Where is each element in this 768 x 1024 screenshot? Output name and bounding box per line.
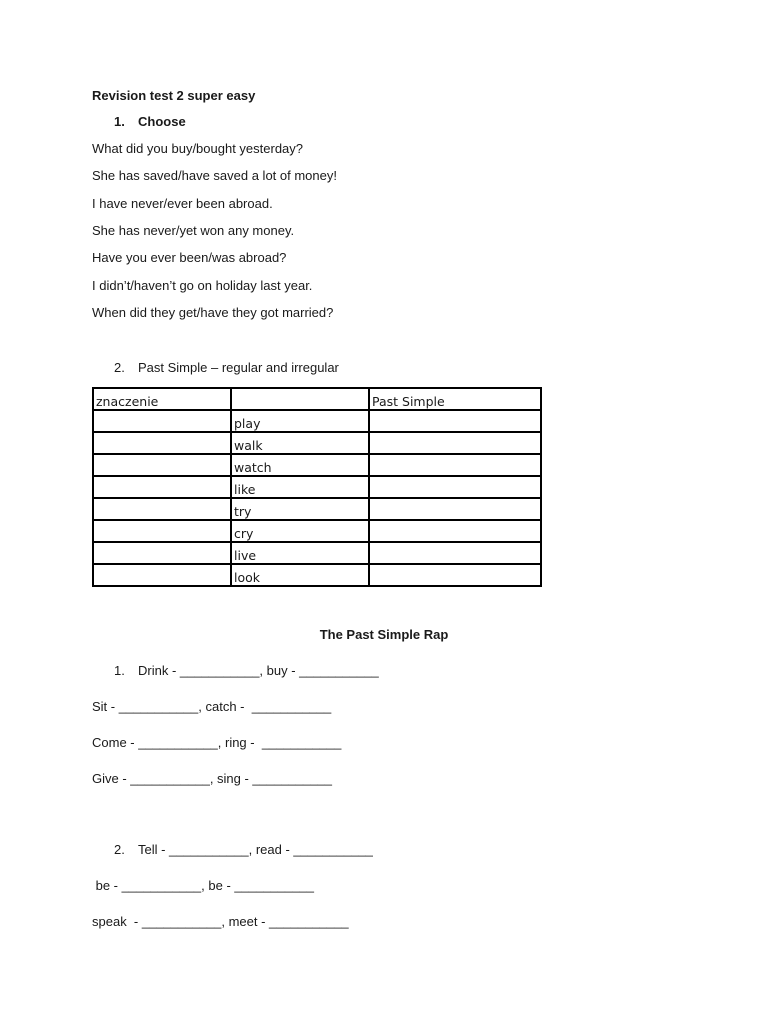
past-simple-cell[interactable] — [369, 498, 541, 520]
section2-number: 2. — [114, 360, 125, 375]
rap-line-4: Give - ___________, sing - ___________ — [92, 771, 332, 786]
rap-number-1: 1. — [114, 663, 125, 678]
table-row — [93, 498, 541, 520]
table-row — [93, 432, 541, 454]
past-simple-cell[interactable] — [369, 520, 541, 542]
verb-cell: try — [231, 498, 369, 520]
header-cell-meaning: znaczenie — [93, 388, 231, 410]
rap-line-3: Come - ___________, ring - ___________ — [92, 735, 342, 750]
rap-number-2: 2. — [114, 842, 125, 857]
rap-text-1: Drink - ___________, buy - ___________ — [138, 663, 379, 678]
past-simple-cell[interactable] — [369, 542, 541, 564]
sentence-6: I didn’t/haven’t go on holiday last year. — [92, 278, 313, 293]
section1-number: 1. — [114, 114, 125, 129]
verb-cell: play — [231, 410, 369, 432]
verb-cell: look — [231, 564, 369, 586]
meaning-cell[interactable] — [93, 564, 231, 586]
table-row — [93, 520, 541, 542]
header-cell-verb — [231, 388, 369, 410]
sentence-1: What did you buy/bought yesterday? — [92, 141, 304, 156]
rap-line-6: be - ___________, be - ___________ — [92, 878, 314, 893]
past-simple-cell[interactable] — [369, 432, 541, 454]
table-row — [93, 564, 541, 586]
verb-cell: live — [231, 542, 369, 564]
table-row — [93, 542, 541, 564]
meaning-cell[interactable] — [93, 520, 231, 542]
section2-title: Past Simple – regular and irregular — [138, 360, 339, 375]
document-title: Revision test 2 super easy — [92, 88, 256, 103]
rap-line-2: Sit - ___________, catch - ___________ — [92, 699, 332, 714]
section1-heading — [114, 114, 186, 130]
section1-title: Choose — [138, 114, 186, 129]
past-simple-cell[interactable] — [369, 454, 541, 476]
rap-title: The Past Simple Rap — [319, 627, 449, 642]
table-row — [93, 476, 541, 498]
table-row — [93, 454, 541, 476]
verb-table — [92, 387, 542, 587]
meaning-cell[interactable] — [93, 498, 231, 520]
verb-cell: cry — [231, 520, 369, 542]
meaning-cell[interactable] — [93, 454, 231, 476]
rap-line-7: speak - ___________, meet - ___________ — [92, 914, 349, 929]
past-simple-cell[interactable] — [369, 410, 541, 432]
past-simple-cell[interactable] — [369, 564, 541, 586]
meaning-cell[interactable] — [93, 432, 231, 454]
sentence-3: I have never/ever been abroad. — [92, 196, 273, 211]
verb-cell: like — [231, 476, 369, 498]
rap-line-1 — [114, 663, 379, 679]
verb-cell: walk — [231, 432, 369, 454]
header-cell-past-simple: Past Simple — [369, 388, 541, 410]
sentence-4: She has never/yet won any money. — [92, 223, 295, 238]
rap-line-5 — [114, 842, 373, 858]
meaning-cell[interactable] — [93, 476, 231, 498]
verb-cell: watch — [231, 454, 369, 476]
section2-heading — [114, 360, 339, 376]
rap-text-5: Tell - ___________, read - ___________ — [138, 842, 373, 857]
meaning-cell[interactable] — [93, 410, 231, 432]
sentence-5: Have you ever been/was abroad? — [92, 250, 287, 265]
past-simple-cell[interactable] — [369, 476, 541, 498]
sentence-2: She has saved/have saved a lot of money! — [92, 168, 337, 183]
sentence-7: When did they get/have they got married? — [92, 305, 334, 320]
table-row — [93, 410, 541, 432]
table-header-row — [93, 388, 541, 410]
meaning-cell[interactable] — [93, 542, 231, 564]
